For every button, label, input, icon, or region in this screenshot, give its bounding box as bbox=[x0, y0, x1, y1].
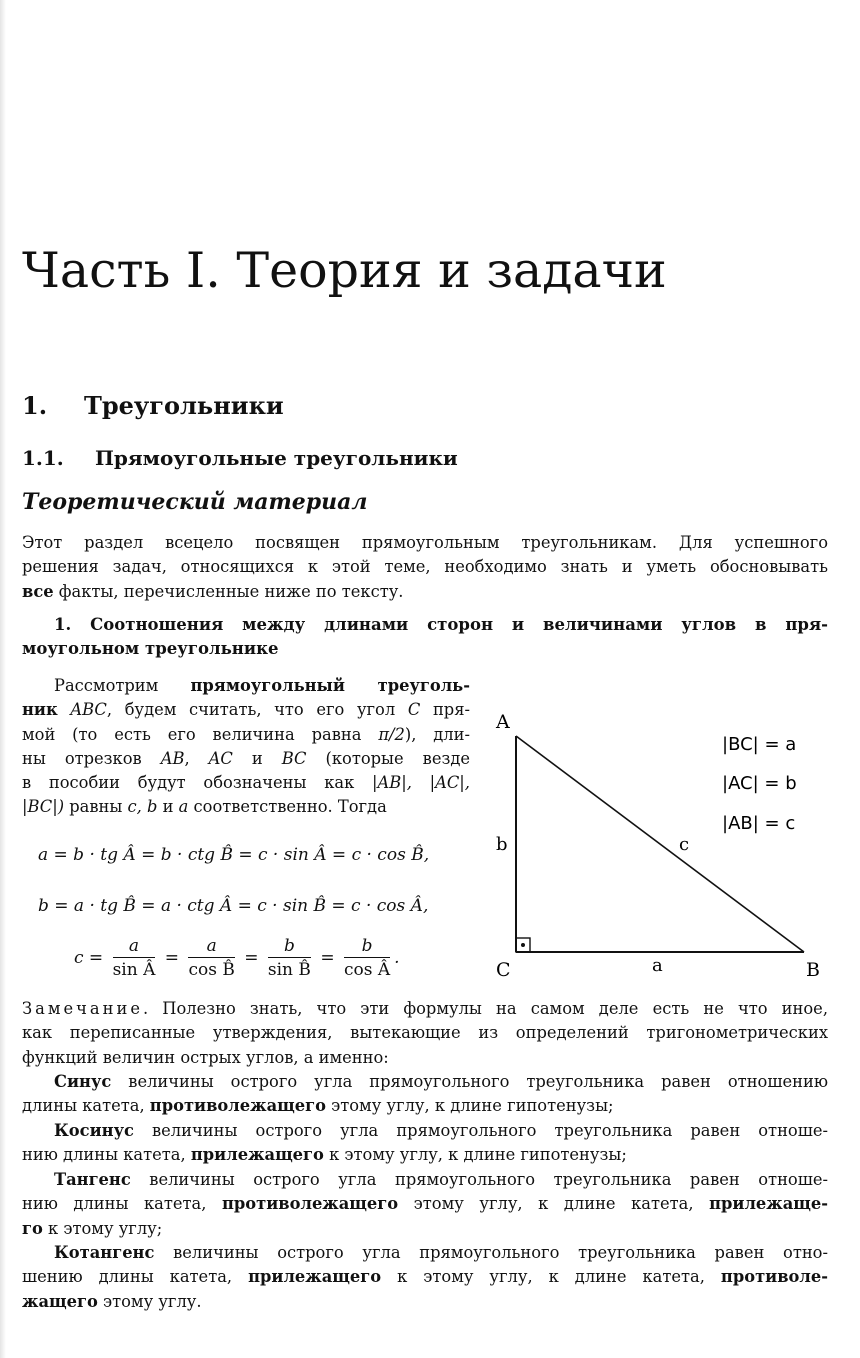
side-ab-hypotenuse bbox=[516, 736, 804, 952]
def-line bbox=[22, 1217, 828, 1241]
cotangent-definition bbox=[22, 1241, 828, 1314]
def-text: к этому углу; bbox=[42, 1218, 163, 1238]
remark-line: как переписанные утверждения, вытекающие из определений тригонометрических bbox=[22, 1023, 828, 1043]
intro-bold-word: все bbox=[22, 581, 54, 601]
relations-heading-line: 1. Соотношения между длинами сторон и величинами углов в пря- bbox=[54, 615, 828, 634]
formula-c bbox=[74, 935, 400, 982]
formula-a: a = b · tg Â = b · ctg B̂ = c · sin Â = c · cos B̂, bbox=[38, 845, 430, 865]
legend-ac: |AC| = b bbox=[722, 773, 797, 794]
formula-end: . bbox=[394, 948, 400, 968]
remark-line: функций величин острых углов, а именно: bbox=[22, 1047, 389, 1067]
relations-heading-line: моугольном треугольнике bbox=[22, 639, 279, 659]
def-text: величины острого угла прямоугольного треугольника равен отноше- bbox=[133, 1121, 828, 1140]
remark-text: . Полезно знать, что эти формулы на самом деле есть не что иное, bbox=[142, 999, 828, 1018]
equals-sign: = bbox=[164, 948, 180, 968]
relations-heading bbox=[22, 613, 828, 662]
def-text: нию длины катета, bbox=[22, 1194, 222, 1214]
math-ab: AB bbox=[160, 748, 185, 768]
fraction-denominator: cos B̂ bbox=[188, 960, 235, 980]
fraction-denominator: sin Â bbox=[112, 960, 156, 980]
math-abs-ab: |AB|, bbox=[372, 773, 412, 793]
formula-c-lhs: c = bbox=[74, 948, 104, 968]
subsection-title-text: Прямоугольные треугольники bbox=[95, 446, 458, 470]
desc-text: и bbox=[232, 748, 282, 768]
desc-line bbox=[22, 795, 470, 819]
legend-bc: |BC| = a bbox=[722, 734, 797, 755]
desc-line bbox=[22, 674, 470, 698]
desc-line: ны отрезков AB, AC и BC (которые везде bbox=[22, 748, 470, 768]
desc-text: , будем считать, что его угол bbox=[106, 700, 396, 720]
intro-line-rest: факты, перечисленные ниже по тексту. bbox=[53, 581, 404, 601]
desc-line bbox=[22, 723, 470, 747]
cosine-definition bbox=[22, 1119, 828, 1168]
desc-text: и bbox=[157, 797, 179, 817]
def-line bbox=[22, 1168, 828, 1192]
desc-text: пря- bbox=[420, 700, 470, 720]
def-bold: жащего bbox=[22, 1291, 98, 1311]
desc-bold: прямоугольный треуголь- bbox=[190, 676, 470, 695]
def-bold: прилежаще- bbox=[709, 1194, 828, 1214]
def-bold: противолежащего bbox=[221, 1194, 399, 1214]
math-bc: BC bbox=[281, 748, 307, 768]
math-b-side: b bbox=[147, 797, 158, 817]
def-text: к этому углу, к длине гипотенузы; bbox=[323, 1145, 627, 1165]
def-line bbox=[22, 1265, 828, 1289]
desc-line bbox=[22, 771, 470, 795]
desc-bold: ник bbox=[22, 700, 58, 720]
def-line bbox=[22, 1094, 828, 1118]
page-edge-shadow bbox=[0, 0, 6, 1358]
def-text: нию длины катета, bbox=[22, 1145, 191, 1165]
math-c-side: c, bbox=[127, 797, 142, 817]
intro-paragraph bbox=[22, 531, 828, 604]
fraction-numerator: a bbox=[188, 935, 234, 958]
math-abc: ABC bbox=[70, 700, 107, 720]
side-b-label: b bbox=[496, 834, 508, 855]
math-a-side: a bbox=[178, 797, 189, 817]
sine-definition bbox=[22, 1070, 828, 1119]
math-ac: AC bbox=[208, 748, 233, 768]
fraction bbox=[113, 935, 156, 982]
desc-text: Рассмотрим bbox=[54, 676, 191, 695]
desc-text: ), дли- bbox=[404, 724, 470, 744]
intro-line: решения задач, относящихся к этой теме, необходимо знать и уметь обосновывать bbox=[22, 557, 828, 577]
remark-paragraph bbox=[22, 997, 828, 1070]
fraction bbox=[188, 935, 234, 982]
right-angle-dot bbox=[521, 943, 525, 947]
vertex-a-label: A bbox=[496, 711, 510, 733]
part-title: Часть I. Теория и задачи bbox=[22, 242, 667, 299]
desc-line bbox=[22, 698, 470, 722]
triangle-description bbox=[22, 674, 470, 820]
section-title-text: Треугольники bbox=[84, 391, 284, 420]
def-text: этому углу, к длине катета, bbox=[398, 1194, 710, 1214]
def-line bbox=[22, 1290, 828, 1314]
def-text: шению длины катета, bbox=[22, 1267, 249, 1287]
def-text: этому углу. bbox=[97, 1291, 202, 1311]
side-a-label: a bbox=[652, 955, 663, 976]
def-bold: прилежащего bbox=[190, 1145, 324, 1165]
equals-sign: = bbox=[320, 948, 335, 968]
math-c: C bbox=[407, 700, 421, 720]
vertex-c-label: C bbox=[496, 959, 511, 981]
def-text: величины острого угла прямоугольного треугольника равен отноше- bbox=[130, 1170, 828, 1189]
def-term: Тангенс bbox=[54, 1170, 131, 1189]
math-pi-half: π/2 bbox=[378, 724, 405, 744]
theory-heading: Теоретический материал bbox=[22, 489, 368, 515]
vertex-b-label: B bbox=[806, 959, 820, 981]
def-text: этому углу, к длине гипотенузы; bbox=[325, 1096, 614, 1116]
def-line bbox=[22, 1192, 828, 1216]
def-bold: прилежащего bbox=[248, 1267, 382, 1287]
fraction bbox=[268, 935, 311, 982]
math-abs-ac: |AC|, bbox=[429, 773, 470, 793]
triangle-diagram bbox=[486, 700, 836, 990]
def-term: Котангенс bbox=[54, 1243, 155, 1262]
side-c-label: c bbox=[679, 834, 690, 855]
def-bold: го bbox=[22, 1218, 43, 1238]
desc-text: соответственно. Тогда bbox=[188, 797, 387, 817]
formula-b: b = a · tg B̂ = a · ctg Â = c · sin B̂ = c · cos Â, bbox=[38, 896, 429, 916]
fraction-numerator: a bbox=[113, 935, 156, 958]
section-title bbox=[22, 391, 284, 420]
def-bold: противолежащего bbox=[149, 1096, 326, 1116]
section-number: 1. bbox=[22, 391, 48, 420]
def-text: к этому углу, к длине катета, bbox=[381, 1267, 721, 1287]
subsection-number: 1.1. bbox=[22, 446, 64, 470]
subsection-title bbox=[22, 446, 458, 470]
fraction bbox=[344, 935, 390, 982]
def-line bbox=[22, 1143, 828, 1167]
def-line bbox=[22, 1070, 828, 1094]
equals-sign: = bbox=[244, 948, 259, 968]
intro-line: Этот раздел всецело посвящен прямоугольным треугольникам. Для успешного bbox=[22, 533, 828, 552]
desc-text: (которые везде bbox=[306, 748, 470, 768]
remark-line bbox=[22, 997, 828, 1021]
fraction-denominator: sin B̂ bbox=[267, 960, 311, 980]
desc-text: равны bbox=[64, 797, 123, 817]
fraction-denominator: cos Â bbox=[343, 960, 391, 980]
remark-label: Замечание bbox=[22, 999, 143, 1018]
def-bold: противоле- bbox=[720, 1267, 829, 1287]
def-term: Синус bbox=[54, 1072, 112, 1091]
fraction-numerator: b bbox=[268, 935, 311, 958]
def-line bbox=[22, 1119, 828, 1143]
tangent-definition bbox=[22, 1168, 828, 1241]
def-text: величины острого угла прямоугольного треугольника равен отно- bbox=[154, 1243, 828, 1262]
def-text: длины катета, bbox=[22, 1096, 150, 1116]
def-text: величины острого угла прямоугольного треугольника равен отношению bbox=[111, 1072, 828, 1091]
math-abs-bc: |BC|) bbox=[22, 797, 65, 817]
legend-ab: |AB| = c bbox=[722, 813, 796, 834]
desc-text: мой (то есть его величина равна bbox=[22, 724, 362, 744]
fraction-numerator: b bbox=[344, 935, 390, 958]
desc-text: ны отрезков bbox=[22, 748, 142, 768]
def-line bbox=[22, 1241, 828, 1265]
desc-text: в пособии будут обозначены как bbox=[22, 773, 355, 793]
def-term: Косинус bbox=[54, 1121, 134, 1140]
intro-line bbox=[22, 580, 828, 604]
